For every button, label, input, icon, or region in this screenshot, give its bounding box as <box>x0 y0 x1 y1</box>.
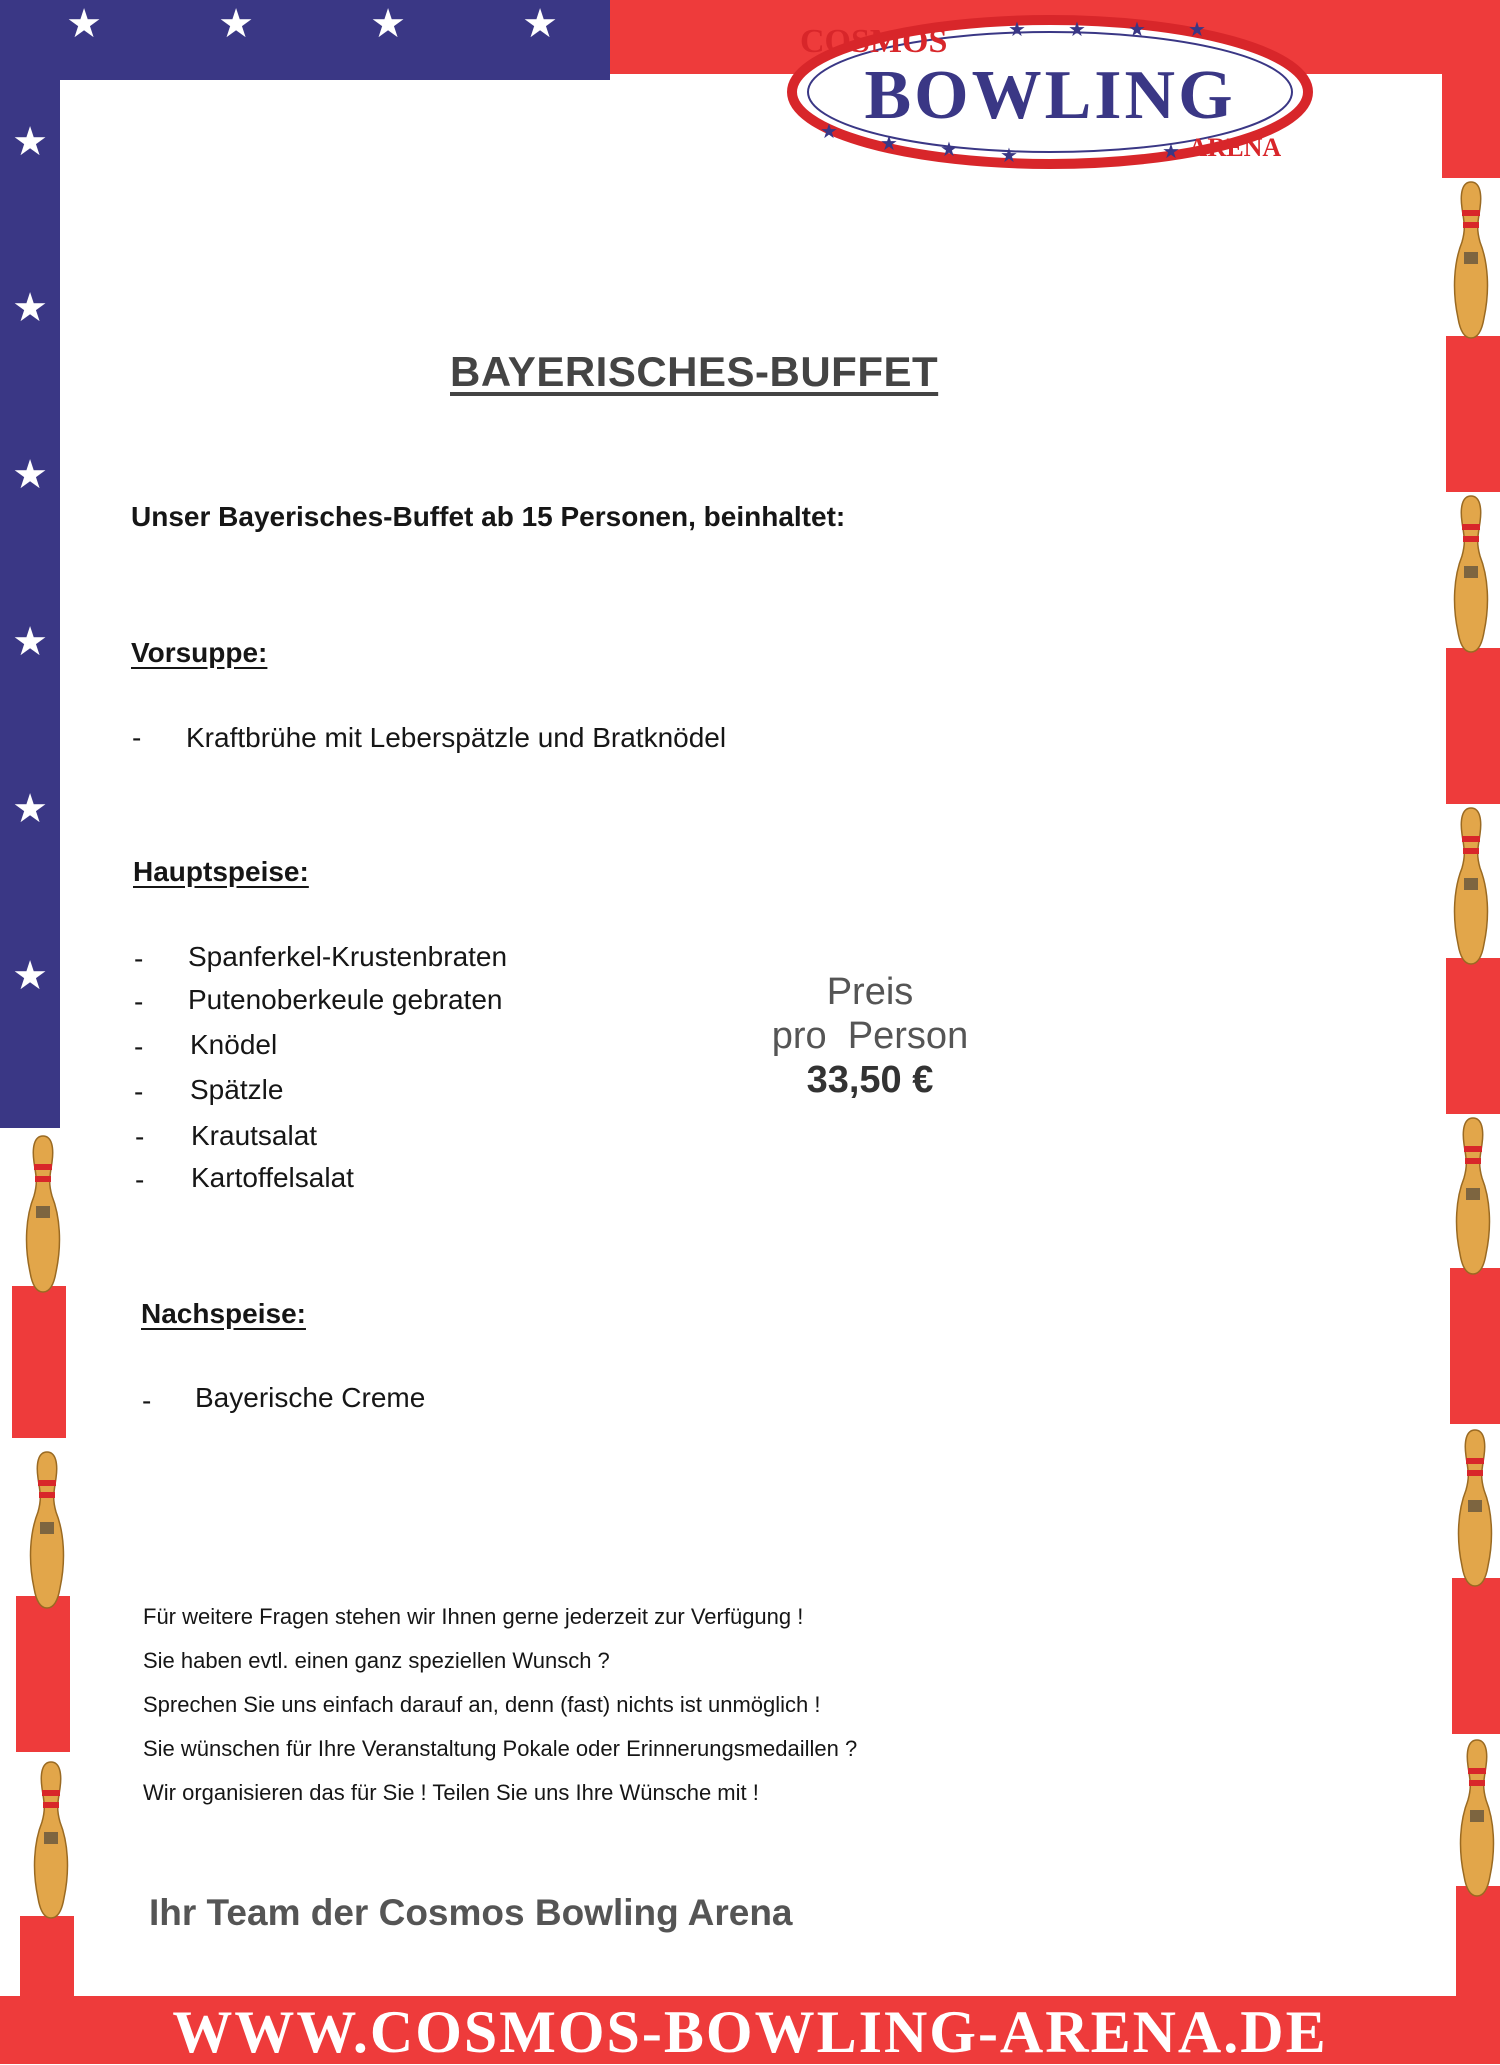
star-icon: ★ <box>66 1 102 47</box>
note-line: Sprechen Sie uns einfach darauf an, denn (fast) nichts ist unmöglich ! <box>143 1692 821 1717</box>
cosmos-bowling-logo <box>780 6 1320 176</box>
section-heading-vorsuppe: Vorsuppe: <box>131 637 268 668</box>
svg-text:★: ★ <box>880 131 898 155</box>
svg-text:★: ★ <box>1162 139 1180 163</box>
star-icon: ★ <box>12 285 48 331</box>
border-red-block <box>1456 1886 1500 1996</box>
border-red-block <box>1446 958 1500 1114</box>
border-red-block <box>1452 1578 1500 1734</box>
price-amount: 33,50 € <box>806 1059 934 1101</box>
list-item: Kartoffelsalat <box>191 1162 354 1193</box>
star-icon: ★ <box>12 452 48 498</box>
list-item: Krautsalat <box>191 1120 318 1151</box>
list-item: Kraftbrühe mit Leberspätzle und Bratknödel <box>186 722 727 753</box>
logo-top-text: COSMOS <box>800 23 948 60</box>
svg-text:★: ★ <box>820 119 838 143</box>
svg-text:★: ★ <box>1128 17 1146 41</box>
star-icon: ★ <box>12 786 48 832</box>
border-red-block <box>1450 1268 1500 1424</box>
list-dash: - <box>135 1121 145 1152</box>
bowling-pin-icon <box>1448 494 1494 654</box>
note-line: Sie wünschen für Ihre Veranstaltung Pokale oder Erinnerungsmedaillen ? <box>143 1736 858 1761</box>
note-line: Für weitere Fragen stehen wir Ihnen gerne jederzeit zur Verfügung ! <box>143 1604 804 1629</box>
section-heading-hauptspeise: Hauptspeise: <box>133 856 309 887</box>
svg-text:★: ★ <box>1068 17 1086 41</box>
list-dash: - <box>135 1164 145 1195</box>
border-red-block <box>16 1596 70 1752</box>
list-dash: - <box>134 1076 144 1107</box>
bowling-pin-icon <box>1450 1116 1496 1276</box>
note-line: Wir organisieren das für Sie ! Teilen Sie uns Ihre Wünsche mit ! <box>143 1780 759 1805</box>
list-dash: - <box>134 943 144 974</box>
list-item: Spätzle <box>190 1074 284 1105</box>
list-item: Putenoberkeule gebraten <box>188 984 503 1015</box>
star-icon: ★ <box>12 619 48 665</box>
star-icon: ★ <box>522 1 558 47</box>
website-url: WWW.COSMOS-BOWLING-ARENA.DE <box>172 1999 1328 2065</box>
bowling-pin-icon <box>20 1134 66 1294</box>
intro-text: Unser Bayerisches-Buffet ab 15 Personen, beinhaltet: <box>131 501 846 532</box>
page-title: BAYERISCHES-BUFFET <box>450 348 939 395</box>
list-dash: - <box>134 986 144 1017</box>
star-icon: ★ <box>370 1 406 47</box>
section-heading-nachspeise: Nachspeise: <box>141 1298 306 1329</box>
bowling-pin-icon <box>1454 1738 1500 1898</box>
price-box <box>740 970 1000 1102</box>
bowling-pin-icon <box>1452 1428 1498 1588</box>
border-red-block <box>12 1286 66 1438</box>
bowling-pin-icon <box>28 1760 74 1920</box>
border-red-block <box>1446 648 1500 804</box>
star-icon: ★ <box>218 1 254 47</box>
list-dash: - <box>134 1031 144 1062</box>
bowling-pin-icon <box>24 1450 70 1610</box>
list-item: Spanferkel-Krustenbraten <box>188 941 508 972</box>
border-red-block <box>20 1916 74 1996</box>
logo-main-text: BOWLING <box>864 57 1236 134</box>
star-icon: ★ <box>12 119 48 165</box>
svg-text:★: ★ <box>1000 143 1018 167</box>
price-label: Preis <box>826 971 914 1013</box>
list-dash: - <box>132 722 142 753</box>
svg-text:★: ★ <box>1008 17 1026 41</box>
logo-bottom-text: ARENA <box>1188 133 1282 162</box>
list-item: Knödel <box>190 1029 278 1060</box>
note-line: Sie haben evtl. einen ganz speziellen Wunsch ? <box>143 1648 610 1673</box>
border-red-block <box>1446 336 1500 492</box>
svg-text:★: ★ <box>1188 17 1206 41</box>
signature: Ihr Team der Cosmos Bowling Arena <box>149 1892 793 1933</box>
list-dash: - <box>142 1385 152 1416</box>
svg-text:★: ★ <box>940 137 958 161</box>
star-icon: ★ <box>12 953 48 999</box>
bowling-pin-icon <box>1448 806 1494 966</box>
list-item: Bayerische Creme <box>195 1382 426 1413</box>
price-per-person: pro Person <box>771 1015 969 1057</box>
border-red-block <box>1442 74 1500 178</box>
bowling-pin-icon <box>1448 180 1494 340</box>
